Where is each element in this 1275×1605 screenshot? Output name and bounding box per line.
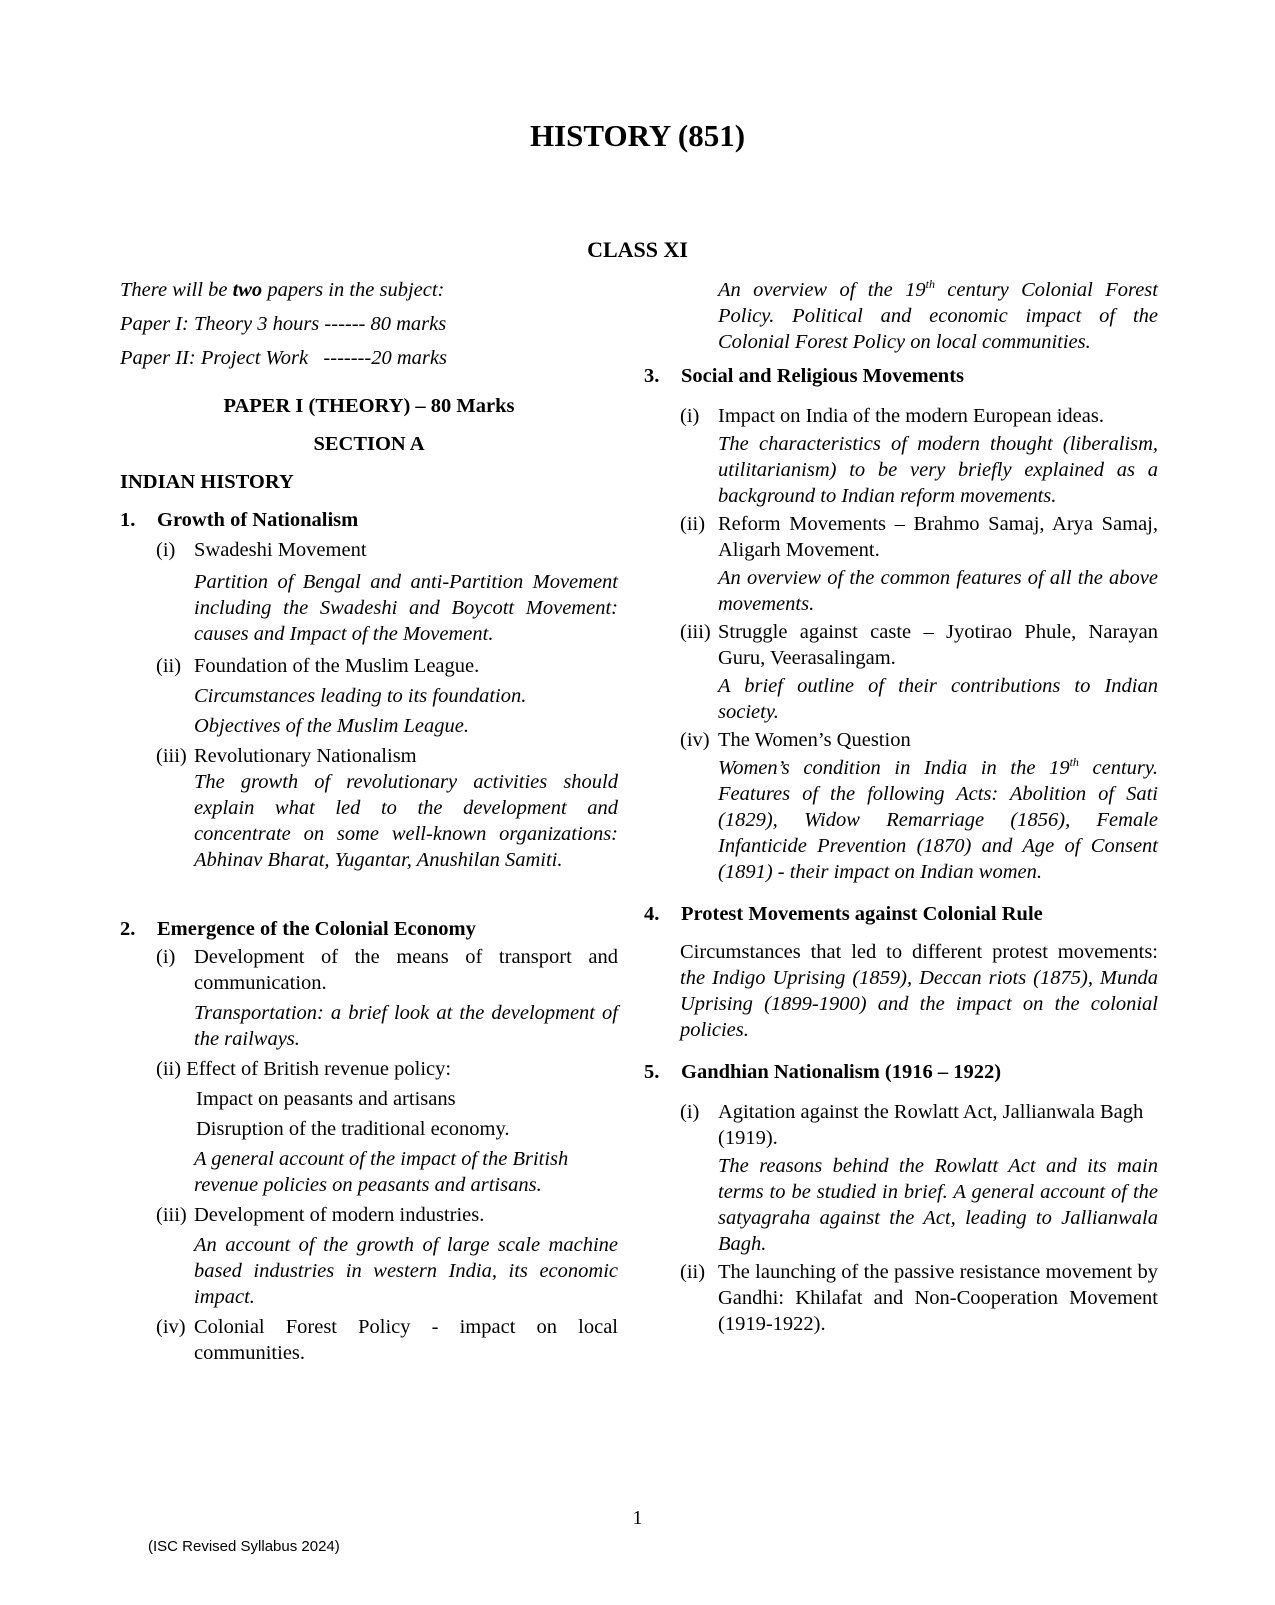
topic-3-sub-1: (i) Impact on India of the modern European ideas. The characteristics of modern thought (liberalism, utilitarianism) to be very briefly explained as a background to Indian reform movements. — [680, 405, 1158, 507]
topic-1-sub-2: (ii) Foundation of the Muslim League. Circumstances leading to its foundation. Objectives of the Muslim League. — [156, 655, 527, 737]
section-heading: SECTION A — [313, 433, 425, 455]
subject-heading: INDIAN HISTORY — [120, 471, 294, 493]
footer-note: (ISC Revised Syllabus 2024) — [148, 1538, 340, 1555]
topic-5-sub-2: (ii) The launching of the passive resistance movement by Gandhi: Khilafat and Non-Cooperation Movement (1919-1922). — [680, 1261, 1158, 1335]
topic-4-desc: Circumstances that led to different protest movements: the Indigo Uprising (1859), Deccan riots (1875), Munda Uprising (1899-1900) and the impact on the colonial policies. — [680, 941, 1158, 1041]
topic-3-sub-4: (iv) The Women’s Question Women’s condition in India in the 19th century. Features of the following Acts: Abolition of Sati (1829), Widow Remarriage (1856), Female Infanticide Prevention (1870) and Age of Consent (1891) - their impact on Indian women. — [680, 729, 1158, 883]
topic-2-sub-2: (ii) Effect of British revenue policy: Impact on peasants and artisans Disruption of the traditional economy. A general account of the impact of the British revenue policies on peasants and artisans. — [156, 1058, 569, 1196]
topic-2: 2. Emergence of the Colonial Economy — [120, 918, 476, 940]
topic-2-sub-4: (iv) Colonial Forest Policy - impact on local communities. — [156, 1316, 618, 1364]
topic-3: 3. Social and Religious Movements — [644, 365, 965, 387]
topic-5-sub-1: (i) Agitation against the Rowlatt Act, Jallianwala Bagh (1919). The reasons behind the Rowlatt Act and its main terms to be studied in brief. A general account of the satyagraha against the Act, leading to Jallianwala Bagh. — [680, 1101, 1158, 1255]
topic-2-sub-1: (i) Development of the means of transport and communication. Transportation: a brief look at the development of the railways. — [156, 946, 618, 1050]
page-number: 1 — [632, 1507, 643, 1529]
topic-4: 4. Protest Movements against Colonial Rule — [644, 903, 1043, 925]
intro-line-1: There will be two papers in the subject: — [120, 279, 445, 301]
forest-policy-desc: An overview of the 19th century Colonial Forest Policy. Political and economic impact of the Colonial Forest Policy on local communities. — [718, 277, 1158, 353]
topic-2-sub-3: (iii) Development of modern industries. An account of the growth of large scale machine based industries in western India, its economic impact. — [156, 1204, 618, 1308]
intro-line-3: Paper II: Project Work -------20 marks — [120, 347, 447, 369]
left-column — [120, 277, 618, 1366]
topic-3-sub-3: (iii) Struggle against caste – Jyotirao Phule, Narayan Guru, Veerasalingam. A brief outline of their contributions to Indian society. — [680, 621, 1158, 723]
topic-1-sub-3: (iii) Revolutionary Nationalism The growth of revolutionary activities should explain what led to the development and concentrate on some well-known organizations: Abhinav Bharat, Yugantar, Anushilan Samiti. — [156, 745, 618, 871]
intro-line-2: Paper I: Theory 3 hours ------ 80 marks — [120, 313, 447, 335]
topic-3-sub-2: (ii) Reform Movements – Brahmo Samaj, Arya Samaj, Aligarh Movement. An overview of the common features of all the above movements. — [680, 513, 1158, 615]
topic-5: 5. Gandhian Nationalism (1916 – 1922) — [644, 1061, 1002, 1083]
page-title: HISTORY (851) — [529, 118, 746, 153]
right-column — [644, 277, 1158, 1337]
topic-1: 1. Growth of Nationalism — [120, 509, 359, 531]
class-title: CLASS XI — [587, 237, 688, 262]
paper-heading: PAPER I (THEORY) – 80 Marks — [223, 395, 515, 417]
topic-1-sub-1: (i) Swadeshi Movement Partition of Bengal and anti-Partition Movement including the Swadeshi and Boycott Movement: causes and Impact of the Movement. — [156, 539, 618, 645]
